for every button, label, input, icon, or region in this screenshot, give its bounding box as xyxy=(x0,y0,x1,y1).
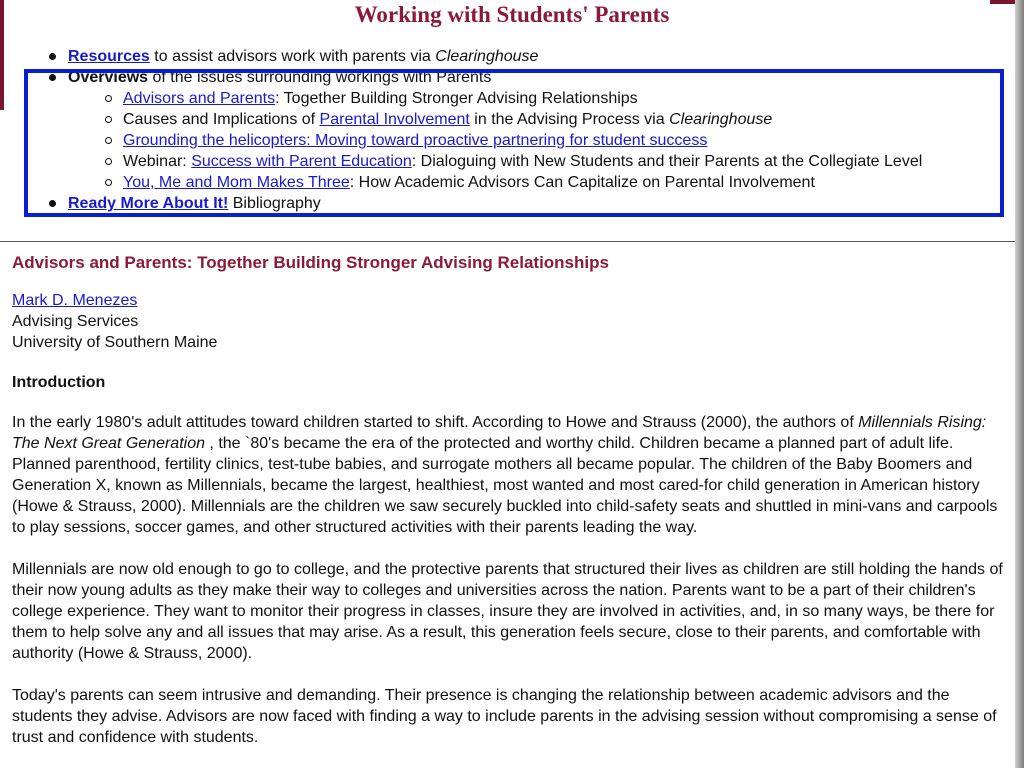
sub-item-pre: Webinar: xyxy=(123,153,192,170)
article-body xyxy=(12,252,1012,768)
grounding-helicopters-link[interactable]: Grounding the helicopters: Moving toward proactive partnering for student success xyxy=(123,132,708,149)
author-block xyxy=(12,290,1012,353)
overviews-sublist xyxy=(68,88,983,193)
window-right-edge xyxy=(1015,0,1024,768)
toc-item-overviews xyxy=(0,67,983,193)
toc-item-resources-italic: Clearinghouse xyxy=(435,48,539,65)
introduction-heading: Introduction xyxy=(12,374,106,391)
paragraph-1-text-b: , the `80's became the era of the protected and worthy child. Children became a planned part of adult life. Planned parenthood, fertility clinics, test-tube babies, and surrogate mothers all became popular. The children of the Baby Boomers and Generation X, known as Millennials, became the largest, healthiest, most wanted and most cared-for child generation in American history (Howe & Strauss, 2000). Millennials are the children we saw securely buckled into child-safety seats and shuttled in mini-vans and carpools to play sessions, soccer games, and other structured activities with their parents leading the way. xyxy=(12,435,998,536)
overviews-label: Overviews xyxy=(68,69,149,86)
article-heading: Advisors and Parents: Together Building Stronger Advising Relationships xyxy=(12,253,609,272)
parental-involvement-link[interactable]: Parental Involvement xyxy=(319,111,470,128)
mom-makes-three-link[interactable]: You, Me and Mom Makes Three xyxy=(123,174,350,191)
author-school: University of Southern Maine xyxy=(12,334,218,351)
sub-item-text: in the Advising Process via xyxy=(469,111,670,128)
parent-education-link[interactable]: Success with Parent Education xyxy=(191,153,412,170)
book-title: Millennials Rising: The Next Great Generation xyxy=(12,414,987,452)
toc-item-resources-text: to assist advisors work with parents via xyxy=(149,48,436,65)
sub-item-advisors-parents xyxy=(123,88,983,109)
table-of-contents xyxy=(0,46,983,214)
paragraph-1-text-a: In the early 1980's adult attitudes toward children started to shift. According to Howe and Strauss (2000), the authors of xyxy=(12,414,859,431)
sub-item-text: : How Academic Advisors Can Capitalize on Parental Involvement xyxy=(349,174,815,191)
paragraph-1 xyxy=(12,412,1012,538)
toc-item-bibliography xyxy=(0,193,983,214)
horizontal-rule xyxy=(0,241,1015,242)
resources-link[interactable]: Resources xyxy=(68,48,150,65)
ready-more-link[interactable]: Ready More About It! xyxy=(68,195,229,212)
sub-item-text: : Together Building Stronger Advising Relationships xyxy=(275,90,638,107)
author-department: Advising Services xyxy=(12,313,139,330)
sub-item-webinar xyxy=(123,151,983,172)
overviews-text: of the issues surrounding workings with Parents xyxy=(148,69,492,86)
sub-item-helicopters xyxy=(123,130,983,151)
toc-item-resources xyxy=(0,46,983,67)
bibliography-text: Bibliography xyxy=(228,195,321,212)
sub-item-text: : Dialoguing with New Students and their Parents at the Collegiate Level xyxy=(411,153,923,170)
paragraph-2: Millennials are now old enough to go to college, and the protective parents that structured their lives as children are still holding the hands of their now young adults as they make their way to colleges and universities across the nation. Parents want to be a part of their children's college experience. They want to monitor their progress in classes, insure they are involved in activities, and, in so many ways, be there for them to help solve any and all issues that may arise. As a result, this generation feels secure, close to their parents, and comfortable with authority (Howe & Strauss, 2000). xyxy=(12,561,1003,662)
author-link[interactable]: Mark D. Menezes xyxy=(12,292,138,309)
page-title: Working with Students' Parents xyxy=(354,2,670,27)
sub-item-pre: Causes and Implications of xyxy=(123,111,320,128)
advisors-parents-link[interactable]: Advisors and Parents xyxy=(123,90,276,107)
paragraph-3: Today's parents can seem intrusive and demanding. Their presence is changing the relationship between academic advisors and the students they advise. Advisors are now faced with finding a way to include parents in the advising session without compromising a sense of trust and confidence with students. xyxy=(12,687,997,746)
sub-item-mom-makes-three xyxy=(123,172,983,193)
sub-item-causes xyxy=(123,109,983,130)
sub-item-italic: Clearinghouse xyxy=(669,111,773,128)
